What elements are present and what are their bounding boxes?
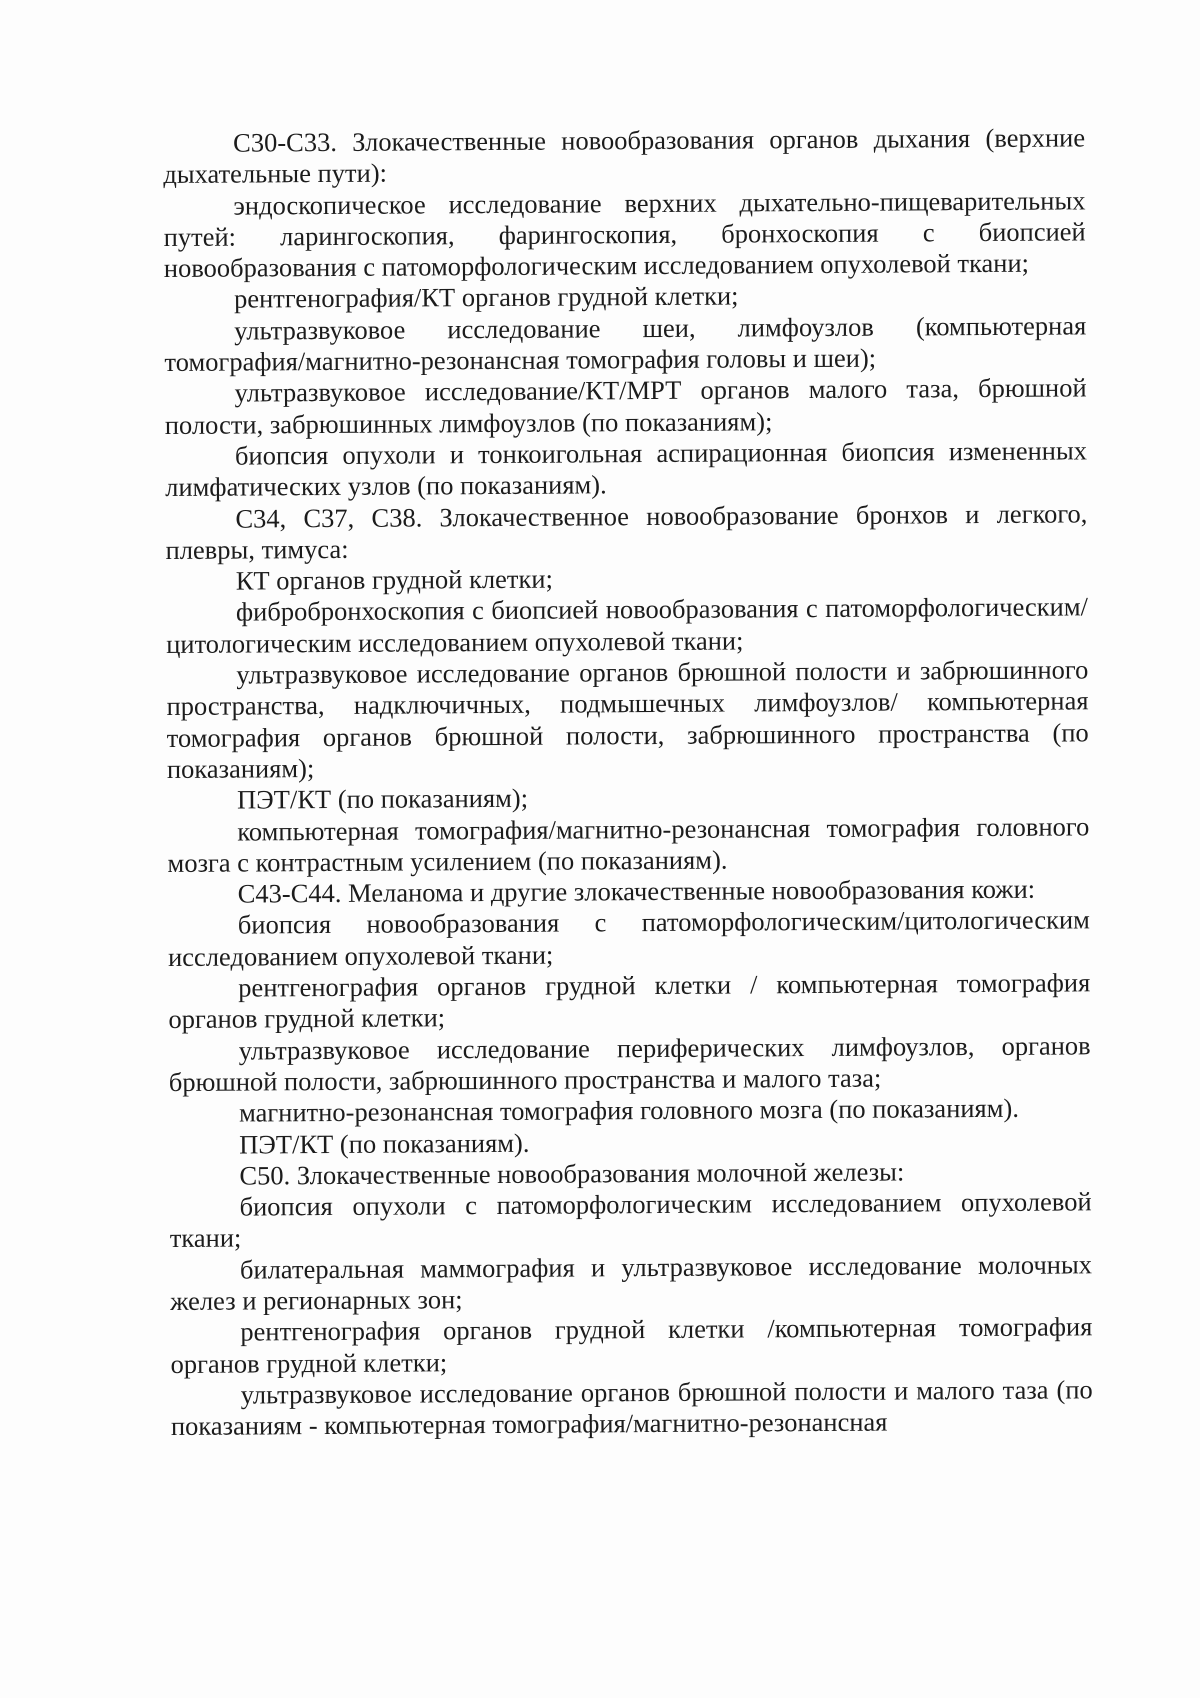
- paragraph-skin-biopsy: биопсия новообразования с патоморфологическим/цитологическим исследованием опухолевой ткани;: [167, 904, 1090, 972]
- paragraph-chest-xray-ct-2: рентгенография органов грудной клетки /компьютерная томография органов грудной клетки;: [170, 1311, 1093, 1379]
- paragraph-ultrasound-abdomen: ультразвуковое исследование органов брюшной полости и забрюшинного пространства, надключичных, подмышечных лимфоузлов/ компьютерная томография органов брюшной полости, забрюшинного пространства (по показаниям);: [166, 654, 1089, 784]
- paragraph-bronchoscopy: фибробронхоскопия с биопсией новообразования с патоморфологическим/цитологическим исследованием опухолевой ткани;: [166, 591, 1089, 659]
- paragraph-ultrasound-pelvis: ультразвуковое исследование/КТ/МРТ органов малого таза, брюшной полости, забрюшинных лимфоузлов (по показаниям);: [164, 372, 1087, 440]
- paragraph-pet-ct: ПЭТ/КТ (по показаниям);: [237, 783, 529, 815]
- paragraph-ultrasound-lymph: ультразвуковое исследование периферических лимфоузлов, органов брюшной полости, забрюшинного пространства и малого таза;: [168, 1029, 1091, 1097]
- paragraph-ultrasound-neck: ультразвуковое исследование шеи, лимфоузлов (компьютерная томография/магнитно-резонансная томография головы и шеи);: [164, 310, 1087, 378]
- paragraph-ultrasound-abdomen-pelvis: ультразвуковое исследование органов брюшной полости и малого таза (по показаниям - компьютерная томография/магнитно-резонансная: [170, 1374, 1093, 1442]
- paragraph-c34-c38-heading: С34, С37, С38. Злокачественное новообразование бронхов и легкого, плевры, тимуса:: [165, 497, 1088, 565]
- paragraph-brain-mri: магнитно-резонансная томография головного мозга (по показаниям).: [238, 1092, 1020, 1128]
- body-text: [163, 122, 1093, 1442]
- paragraph-endoscopy: эндоскопическое исследование верхних дыхательно-пищеварительных путей: ларингоскопия, фарингоскопия, бронхоскопия с биопсией новообразования с патоморфологическим исследованием опухолевой ткани;: [163, 184, 1086, 284]
- paragraph-c43-c44-heading: С43-С44. Меланома и другие злокачественные новообразования кожи:: [237, 873, 1036, 909]
- paragraph-c30-c33-heading: С30-С33. Злокачественные новообразования органов дыхания (верхние дыхательные пути):: [163, 122, 1086, 190]
- paragraph-tumor-biopsy: биопсия опухоли с патоморфологическим исследованием опухолевой ткани;: [169, 1186, 1092, 1254]
- paragraph-ct-chest: КТ органов грудной клетки;: [235, 563, 553, 596]
- paragraph-chest-xray-ct: рентгенография органов грудной клетки / компьютерная томография органов грудной клетки;: [168, 967, 1091, 1035]
- paragraph-biopsy-lymph: биопсия опухоли и тонкоигольная аспирационная биопсия измененных лимфатических узлов (по показаниям).: [165, 435, 1088, 503]
- paragraph-xray-ct: рентгенография/КТ органов грудной клетки;: [233, 280, 739, 315]
- paragraph-c50-heading: С50. Злокачественные новообразования молочной железы:: [239, 1156, 905, 1191]
- paragraph-brain-imaging: компьютерная томография/магнитно-резонансная томография головного мозга с контрастным усилением (по показаниям).: [167, 810, 1090, 878]
- paragraph-mammography: билатеральная маммография и ультразвуковое исследование молочных желез и регионарных зон;: [170, 1249, 1093, 1316]
- paragraph-pet-ct-2: ПЭТ/КТ (по показаниям).: [239, 1127, 530, 1160]
